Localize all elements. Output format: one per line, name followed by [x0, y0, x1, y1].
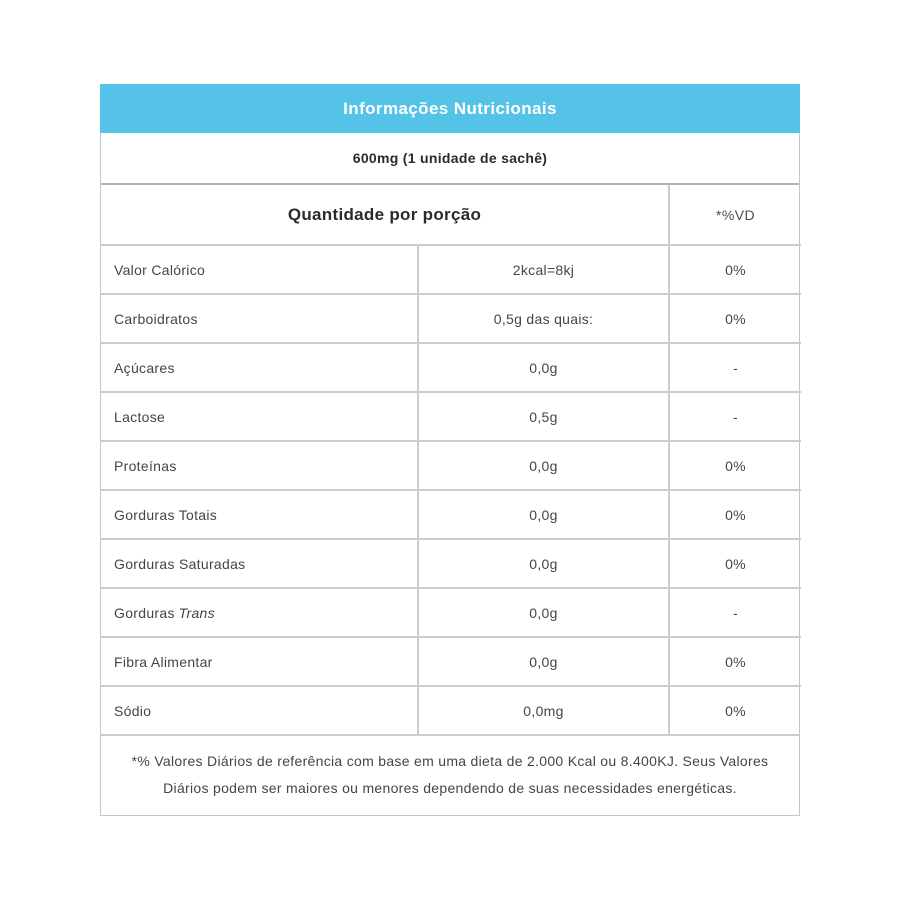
nutrient-daily-value: 0%: [669, 539, 801, 588]
nutrient-value: 0,0g: [418, 588, 669, 637]
nutrient-daily-value: -: [669, 588, 801, 637]
nutrient-label: Fibra Alimentar: [101, 637, 418, 686]
nutrient-label: Gorduras Totais: [101, 490, 418, 539]
table-row: [101, 539, 801, 588]
serving-size-text: 600mg (1 unidade de sachê): [352, 150, 548, 166]
nutrient-label: Gorduras Trans: [101, 588, 418, 637]
daily-values-footnote: *% Valores Diários de referência com base em uma dieta de 2.000 Kcal ou 8.400KJ. Seus Valores Diários podem ser maiores ou menores dependendo de suas necessidades energéticas.: [101, 734, 799, 815]
table-row: [101, 245, 801, 294]
nutrient-daily-value: 0%: [669, 441, 801, 490]
nutrient-label: Proteínas: [101, 441, 418, 490]
nutrient-value: 0,0g: [418, 343, 669, 392]
serving-size-row: [101, 133, 799, 185]
nutrient-daily-value: 0%: [669, 637, 801, 686]
nutrient-label: Açúcares: [101, 343, 418, 392]
table-header-row: [101, 185, 801, 245]
nutrient-value: 0,0mg: [418, 686, 669, 734]
nutrient-label: Gorduras Saturadas: [101, 539, 418, 588]
nutrient-label: Carboidratos: [101, 294, 418, 343]
nutrient-daily-value: 0%: [669, 686, 801, 734]
nutrient-label: Lactose: [101, 392, 418, 441]
table-row: [101, 441, 801, 490]
table-row: [101, 490, 801, 539]
daily-value-header: *%VD: [669, 185, 801, 245]
table-row: [101, 637, 801, 686]
panel-title: Informações Nutricionais: [343, 98, 557, 118]
nutrient-label: Valor Calórico: [101, 245, 418, 294]
table-row: [101, 686, 801, 734]
nutrient-value: 0,0g: [418, 637, 669, 686]
table-row: [101, 392, 801, 441]
nutrient-value: 0,5g: [418, 392, 669, 441]
nutrient-value: 0,0g: [418, 441, 669, 490]
table-row: [101, 343, 801, 392]
nutrient-daily-value: 0%: [669, 294, 801, 343]
nutrition-facts-panel: [100, 84, 800, 816]
nutrient-daily-value: 0%: [669, 490, 801, 539]
nutrient-label: Sódio: [101, 686, 418, 734]
nutrient-daily-value: 0%: [669, 245, 801, 294]
table-row: [101, 588, 801, 637]
panel-title-bar: [100, 84, 800, 133]
quantity-per-serving-header: Quantidade por porção: [287, 204, 482, 224]
table-row: [101, 294, 801, 343]
nutrient-value: 0,0g: [418, 490, 669, 539]
nutrient-daily-value: -: [669, 343, 801, 392]
nutrient-value: 0,0g: [418, 539, 669, 588]
nutrient-value: 2kcal=8kj: [418, 245, 669, 294]
nutrient-daily-value: -: [669, 392, 801, 441]
nutrient-value: 0,5g das quais:: [418, 294, 669, 343]
nutrition-table: [101, 185, 801, 734]
